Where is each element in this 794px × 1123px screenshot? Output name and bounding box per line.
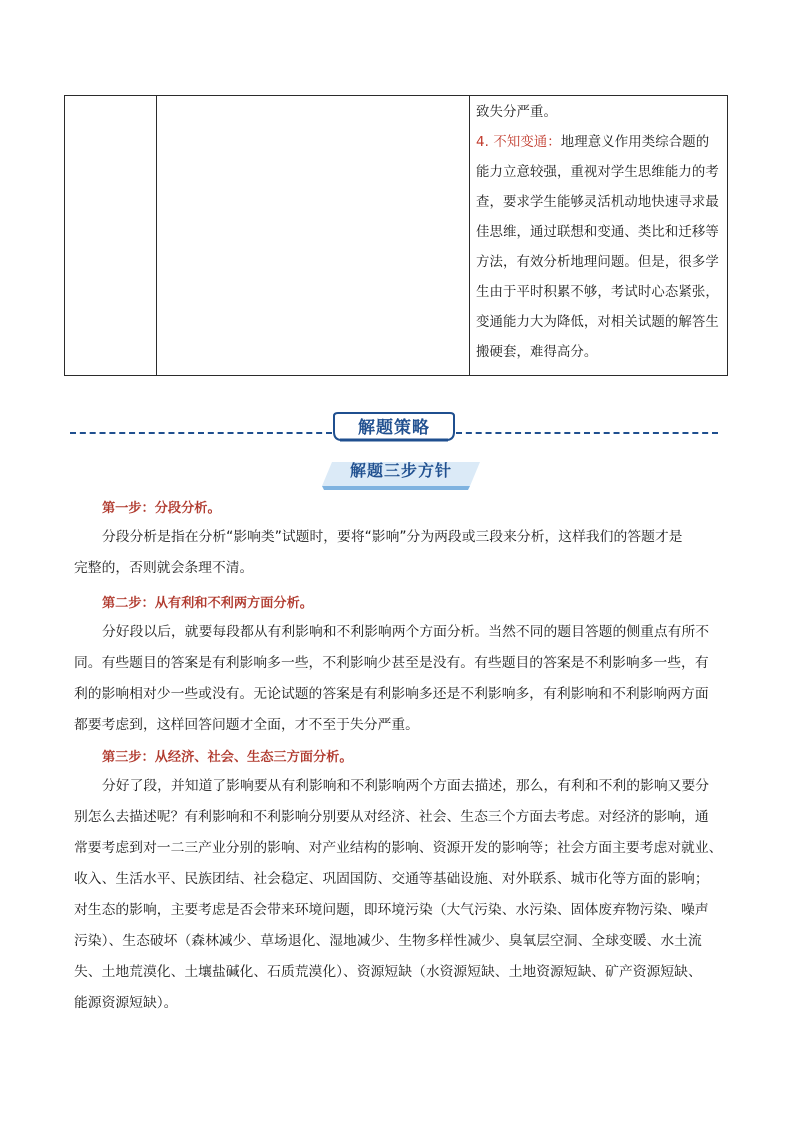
paragraph-line: 利的影响相对少一些或没有。无论试题的答案是有利影响多还是不利影响多，有利影响和不利影响两方面 <box>74 686 709 702</box>
cell-line: 方法，有效分析地理问题。但是，很多学 <box>476 255 719 270</box>
paragraph-line: 常要考虑到对一二三产业分别的影响、对产业结构的影响、资源开发的影响等；社会方面主要考虑对就业、 <box>74 840 723 856</box>
cell-line: 能力立意较强，重视对学生思维能力的考 <box>476 165 719 180</box>
step-1-title: 第一步：分段分析。 <box>102 501 221 516</box>
paragraph-line: 失、土地荒漠化、土壤盐碱化、石质荒漠化）、资源短缺（水资源短缺、土地资源短缺、矿产资源短缺、 <box>74 964 702 980</box>
step-1-body <box>74 522 734 584</box>
cell-line: 致失分严重。 <box>476 105 557 120</box>
cell-line: 4. 不知变通：地理意义作用类综合题的 <box>476 135 710 150</box>
paragraph-line: 分段分析是指在分析“影响类”试题时，要将“影响”分为两段或三段来分析，这样我们的答题才是 <box>102 529 683 545</box>
step-2-title: 第二步：从有利和不利两方面分析。 <box>102 596 313 611</box>
paragraph-line: 污染）、生态破坏（森林减少、草场退化、湿地减少、生物多样性减少、臭氧层空洞、全球变暖、水土流 <box>74 933 702 949</box>
dashed-divider <box>456 432 718 434</box>
paragraph-line: 分好段以后，就要每段都从有利影响和不利影响两个方面分析。当然不同的题目答题的侧重点有所不 <box>102 624 710 640</box>
table-divider <box>469 96 470 375</box>
paragraph-line: 分好了段，并知道了影响要从有利影响和不利影响两个方面去描述，那么，有利和不利的影响又要分 <box>102 778 710 794</box>
content-table <box>64 95 728 376</box>
cell-line: 生由于平时积累不够，考试时心态紧张， <box>476 285 719 300</box>
section-title: 解题策略 <box>358 418 430 438</box>
cell-line: 变通能力大为降低，对相关试题的解答生 <box>476 315 719 330</box>
section-subtitle: 解题三步方针 <box>349 461 452 480</box>
step-3-body <box>74 771 734 1019</box>
cell-line: 佳思维，通过联想和变通、类比和迁移等 <box>476 225 719 240</box>
section-banner <box>70 410 720 450</box>
step-3-title: 第三步：从经济、社会、生态三方面分析。 <box>102 750 353 765</box>
cell-line: 搬硬套，难得高分。 <box>476 345 598 360</box>
item-4-label: 4. 不知变通： <box>476 135 561 150</box>
paragraph-line: 收入、生活水平、民族团结、社会稳定、巩固国防、交通等基础设施、对外联系、城市化等方面的影响； <box>74 871 709 887</box>
step-2-body <box>74 617 734 741</box>
paragraph-line: 能源资源短缺）。 <box>74 995 178 1011</box>
paragraph-line: 都要考虑到，这样回答问题才全面，才不至于失分严重。 <box>74 717 419 733</box>
table-divider <box>156 96 157 375</box>
paragraph-line: 别怎么去描述呢？有利影响和不利影响分别要从对经济、社会、生态三个方面去考虑。对经济的影响，通 <box>74 809 709 825</box>
paragraph-line: 同。有些题目的答案是有利影响多一些，不利影响少甚至是没有。有些题目的答案是不利影响多一些，有 <box>74 655 709 671</box>
paragraph-line: 完整的，否则就会条理不清。 <box>74 560 254 576</box>
cell-line: 查，要求学生能够灵活机动地快速寻求最 <box>476 195 719 210</box>
paragraph-line: 对生态的影响，主要考虑是否会带来环境问题，即环境污染（大气污染、水污染、固体废弃物污染、噪声 <box>74 902 709 918</box>
table-cell-text <box>476 98 724 368</box>
dashed-divider <box>70 432 332 434</box>
